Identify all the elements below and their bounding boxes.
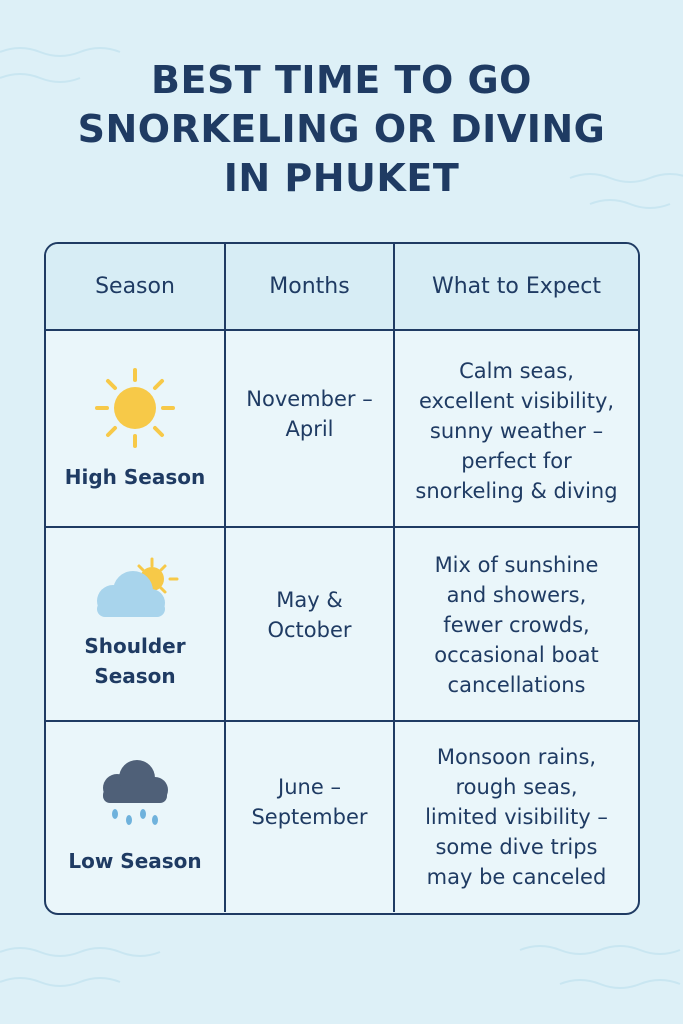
- header-what-to-expect: What to Expect: [431, 274, 602, 299]
- table-header-row: [46, 244, 638, 329]
- season-label: Shoulder Season: [84, 634, 186, 688]
- expect-text: Calm seas, excellent visibility, sunny weather – perfect for snorkeling & diving: [415, 359, 618, 503]
- table-row: [46, 329, 638, 526]
- expect-text: Mix of sunshine and showers, fewer crowds, occasional boat cancellations: [434, 553, 599, 697]
- months-text: November – April: [246, 387, 373, 441]
- partly-cloudy-icon: [87, 557, 183, 623]
- season-label: High Season: [64, 464, 206, 489]
- seasons-table: [44, 242, 640, 915]
- header-months: Months: [226, 244, 395, 329]
- months-text: June – September: [251, 775, 368, 829]
- rain-cloud-icon: [93, 758, 177, 830]
- season-cell: [46, 722, 226, 912]
- sun-icon: [93, 366, 177, 450]
- season-cell: [46, 331, 226, 526]
- table-row: [46, 526, 638, 720]
- season-cell: [46, 528, 226, 720]
- table-row: [46, 720, 638, 912]
- page-title: BEST TIME TO GO SNORKELING OR DIVING IN PHUKET: [77, 58, 606, 200]
- header-season: Season: [46, 244, 226, 329]
- months-text: May & October: [267, 588, 352, 642]
- season-label: Low Season: [68, 849, 202, 873]
- expect-text: Monsoon rains, rough seas, limited visibility – some dive trips may be canceled: [425, 745, 608, 889]
